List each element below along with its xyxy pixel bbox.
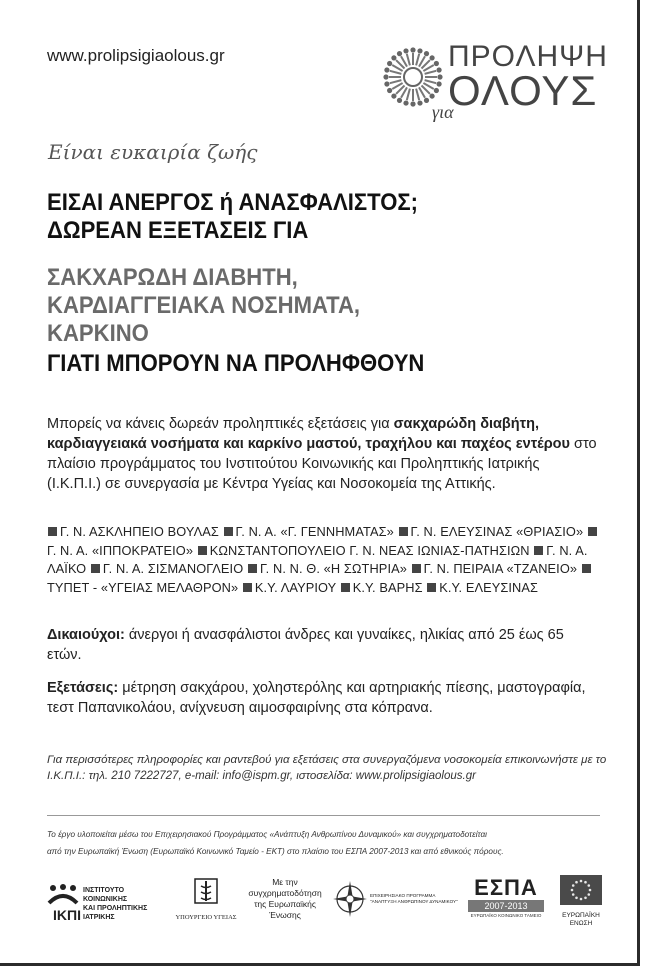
bullet-square-icon [427,583,436,592]
hospital-item: Γ. Ν. Α. ΛΑΪΚΟ [47,542,588,576]
exams-label: Εξετάσεις: [47,680,119,696]
exams-text: μέτρηση σακχάρου, χοληστερόλης και αρτηριακής πίεσης, μαστογραφία, τεστ Παπανικολάου, ανίχνευση αιμοσφαιρίνης στα κόπρανα. [47,680,586,716]
hospital-list [47,523,607,597]
headline-top [47,189,418,245]
bullet-square-icon [582,564,591,573]
hospital-item: Γ. Ν. Α. «ΙΠΠΟΚΡΑΤΕΙΟ» [47,542,194,558]
ministry-label: ΥΠΟΥΡΓΕΙΟ ΥΓΕΙΑΣ [175,914,237,921]
hospital-item: Γ. Ν. ΑΣΚΛΗΠΕΙΟ ΒΟΥΛΑΣ [60,524,219,539]
contact-info: Για περισσότερες πληροφορίες και ραντεβού για εξετάσεις στα συνεργαζόμενα νοσοκομεία επικοινωνήστε με το Ι.Κ.Π.Ι.: τηλ. 210 7222727, e-mail: info@ispm.gr, ιστοσελίδα: www.prolipsigiaolous.gr [47,754,607,782]
espa-logo [462,877,550,929]
ikpi-figures-icon [47,883,79,905]
bullet-square-icon [534,546,543,555]
hospital-item: Κ.Υ. ΛΑΥΡΙΟΥ [254,579,337,595]
hospital-item: Γ. Ν. Α. ΣΙΣΜΑΝΟΓΛΕΙΟ [102,561,244,576]
ikpi-name-line: ΙΝΣΤΙΤΟΥΤΟ [83,887,125,894]
hospital-item: Γ. Ν. Ν. Θ. «Η ΣΩΤΗΡΙΑ» [259,561,407,576]
intro-text: στο πλαίσιο προγράμματος του Ινστιτούτου Κοινωνικής και Προληπτικής Ιατρικής (Ι.Κ.Π.Ι.) σε συνεργασία με Κέντρα Υγείας και Νοσοκομεία της Αττικής. [47,436,597,492]
funding-line: από την Ευρωπαϊκή Ένωση (Ευρωπαϊκό Κοινωνικό Ταμείο - ΕΚΤ) στο πλαίσιο του ΕΣΠΑ 2007-2013 και από εθνικούς πόρους. [47,847,504,856]
eu-label-line: ΕΥΡΩΠΑΪΚΗ [562,912,600,919]
eu-label [555,912,607,928]
ministry-logo [171,875,241,931]
program-logo [332,879,462,925]
espa-years: 2007-2013 [468,900,544,912]
headline-line: ΚΑΡΔΙΑΓΓΕΙΑΚΑ ΝΟΣΗΜΑΤΑ, [47,292,361,319]
headline-conditions [47,264,360,348]
funding-note [47,826,607,860]
bullet-square-icon [341,583,350,592]
eligible-text: άνεργοι ή ανασφάλιστοι άνδρες και γυναίκες, ηλικίας από 25 έως 65 ετών. [47,627,564,663]
divider [47,815,600,816]
exams-paragraph [47,678,597,718]
headline-line: ΣΑΚΧΑΡΩΔΗ ΔΙΑΒΗΤΗ, [47,264,298,291]
program-line: ΕΠΙΧΕΙΡΗΣΙΑΚΟ ΠΡΟΓΡΑΜΜΑ [370,893,436,898]
intro-paragraph [47,414,597,494]
eu-logo [555,875,607,933]
sponsor-logos [47,875,607,935]
bullet-square-icon [248,564,257,573]
espa-title: ΕΣΠΑ [474,875,538,900]
headline-line: ΚΑΡΚΙΝΟ [47,320,149,347]
bullet-square-icon [399,527,408,536]
slogan: Είναι ευκαιρία ζωής [48,140,258,164]
ikpi-name [83,886,147,922]
cofund-line: Με την [272,877,298,887]
bullet-square-icon [48,527,57,536]
eu-flag-icon [560,875,602,905]
logo-line-2: ΟΛΟΥΣ [448,67,598,114]
sun-figures-icon [380,44,446,110]
program-line: "ΑΝΑΠΤΥΞΗ ΑΝΘΡΩΠΙΝΟΥ ΔΥΝΑΜΙΚΟΥ" [370,899,458,904]
intro-bold: σακχαρώδη διαβήτη, καρδιαγγειακά νοσήματα και καρκίνο μαστού, τραχήλου και παχέος εντέρου [47,416,570,452]
ikpi-mark: ΙΚΠΙ [53,907,81,923]
hospital-item: Γ. Ν. Α. «Γ. ΓΕΝΝΗΜΑΤΑΣ» [235,524,394,539]
cofund-text [247,877,323,921]
eligible-label: Δικαιούχοι: [47,627,125,643]
bullet-square-icon [412,564,421,573]
hospital-item: Κ.Υ. ΒΑΡΗΣ [352,579,423,595]
bullet-square-icon [198,546,207,555]
bullet-square-icon [91,564,100,573]
headline-line: ΔΩΡΕΑΝ ΕΞΕΤΑΣΕΙΣ ΓΙΑ [47,217,309,244]
headline-line: ΕΙΣΑΙ ΑΝΕΡΓΟΣ ή ΑΝΑΣΦΑΛΙΣΤΟΣ; [47,189,419,216]
cofund-line: της Ευρωπαϊκής [254,899,316,909]
hospital-item: Γ. Ν. ΠΕΙΡΑΙΑ «ΤΖΑΝΕΙΟ» [423,561,578,576]
logo-line-1: ΠΡΟΛΗΨΗ [448,40,608,73]
eu-label-line: ΕΝΩΣΗ [569,920,593,927]
website-url[interactable]: www.prolipsigiaolous.gr [47,46,225,65]
cofund-line: συγχρηματοδότηση [248,888,322,898]
hospital-item: Κ.Υ. ΕΛΕΥΣΙΝΑΣ [439,579,539,595]
bullet-square-icon [243,583,252,592]
eligible-paragraph [47,625,597,665]
bullet-square-icon [224,527,233,536]
headline-final: ΓΙΑΤΙ ΜΠΟΡΟΥΝ ΝΑ ΠΡΟΛΗΦΘΟΥΝ [47,350,425,377]
program-label [370,893,458,905]
ikpi-name-line: ΚΟΙΝΩΝΙΚΗΣ [83,896,128,903]
ikpi-name-line: ΚΑΙ ΠΡΟΛΗΠΤΙΚΗΣ [83,905,148,912]
ikpi-logo [47,883,167,927]
cofund-line: Ένωσης [269,910,301,920]
bullet-square-icon [588,527,597,536]
funding-line: Το έργο υλοποιείται μέσω του Επιχειρησιακού Προγράμματος «Ανάπτυξη Ανθρωπίνου Δυναμικού» και συγχρηματοδοτείται [47,830,487,839]
intro-text: Μπορείς να κάνεις δωρεάν προληπτικές εξετάσεις για [47,416,394,432]
compass-emblem-icon [332,879,368,919]
espa-subtitle: ΕΥΡΩΠΑΪΚΟ ΚΟΙΝΩΝΙΚΟ ΤΑΜΕΙΟ [470,913,542,918]
hospital-item: Γ. Ν. ΕΛΕΥΣΙΝΑΣ «ΘΡΙΑΣΙΟ» [410,524,584,539]
prolipsi-logo [380,40,608,126]
logo-gia: για [432,102,454,122]
hospital-item: ΚΩΝΣΤΑΝΤΟΠΟΥΛΕΙΟ Γ. Ν. ΝΕΑΣ ΙΩΝΙΑΣ-ΠΑΤΗΣΙΩΝ [209,542,530,558]
ikpi-name-line: ΙΑΤΡΙΚΗΣ [83,914,115,921]
caduceus-icon [191,877,221,907]
hospital-item: ΤΥΠΕΤ - «ΥΓΕΙΑΣ ΜΕΛΑΘΡΟΝ» [47,579,239,595]
